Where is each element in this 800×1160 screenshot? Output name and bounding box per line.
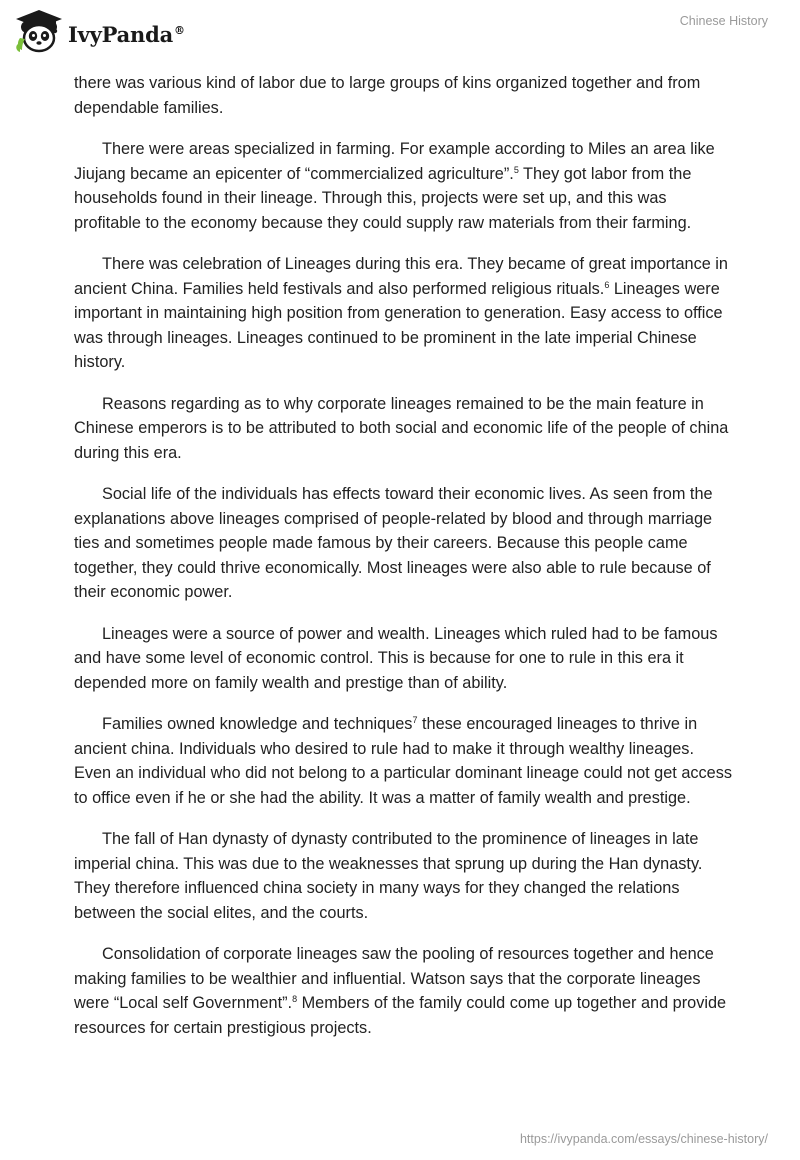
panda-graduation-icon (14, 8, 64, 54)
paragraph-text: There was celebration of Lineages during this era. They became of great importance in ancient China. Families held festivals and also performed religious rituals. (74, 255, 728, 298)
paragraph-text: Consolidation of corporate lineages saw the pooling of resources together and hence making families to be wealthier and influential. Watson says that the corporate lineages were “Local self Government”. (74, 945, 714, 1012)
ivypanda-logo[interactable] (14, 8, 185, 54)
footnote-marker[interactable]: 5 (513, 164, 519, 175)
essay-body (74, 71, 734, 1057)
essay-paragraph (74, 712, 734, 810)
paragraph-text: They got labor from the households found in their lineage. Through this, projects were set up, and this was profitable to the economy because they could supply raw materials from their farming. (74, 164, 692, 232)
document-title: Chinese History (679, 14, 768, 28)
paragraph-text: Social life of the individuals has effects toward their economic lives. As seen from the explanations above lineages comprised of people-related by blood and through marriage ties and sometimes people made famous by their careers. Because this people came together, they could thrive economically. Most lineages were also able to rule because of their economic power. (74, 485, 713, 601)
source-url[interactable]: https://ivypanda.com/essays/chinese-history/ (519, 1132, 768, 1146)
paragraph-text: Reasons regarding as to why corporate lineages remained to be the main feature in Chinese emperors is to be attributed to both social and economic life of the people of china during this era. (74, 394, 729, 462)
essay-paragraph (74, 137, 734, 235)
paragraph-text: there was various kind of labor due to large groups of kins organized together and from dependable families. (74, 74, 701, 117)
paragraph-text: Lineages were a source of power and wealth. Lineages which ruled had to be famous and have some level of economic control. This is because for one to rule in this era it depended more on family wealth and prestige than of ability. (74, 624, 718, 692)
essay-paragraph (74, 622, 734, 696)
registered-mark: ® (174, 23, 185, 37)
essay-paragraph (74, 71, 734, 120)
paragraph-text: Members of the family could come up together and provide resources for certain prestigious projects. (74, 994, 727, 1037)
essay-paragraph (74, 392, 734, 466)
paragraph-text: Lineages were important in maintaining high position from generation to generation. Easy access to office was through lineages. Lineages continued to be prominent in the late imperial Chinese history. (74, 279, 723, 371)
essay-paragraph (74, 827, 734, 925)
paragraph-text: There were areas specialized in farming. For example according to Miles an area like Jiujang became an epicenter of “commercialized agriculture”. (74, 140, 715, 183)
page-header (0, 0, 800, 66)
essay-paragraph (74, 942, 734, 1040)
paragraph-text: The fall of Han dynasty of dynasty contributed to the prominence of lineages in late imperial china. This was due to the weaknesses that sprung up during the Han dynasty. They therefore influenced china society in many ways for they changed the relations between the social elites, and the courts. (74, 830, 703, 922)
paragraph-text: Families owned knowledge and techniques (102, 715, 413, 733)
paragraph-text: these encouraged lineages to thrive in ancient china. Individuals who desired to rule had to make it through wealthy lineages. Even an individual who did not belong to a particular dominant lineage could not get access to office even if he or she had the ability. It was a matter of family wealth and prestige. (74, 715, 733, 807)
essay-paragraph (74, 252, 734, 375)
footnote-marker[interactable]: 6 (604, 279, 610, 290)
footnote-marker[interactable]: 7 (412, 715, 418, 725)
footnote-marker[interactable]: 8 (292, 994, 298, 1004)
brand-name: IvyPanda® (68, 21, 185, 47)
essay-paragraph (74, 482, 734, 605)
